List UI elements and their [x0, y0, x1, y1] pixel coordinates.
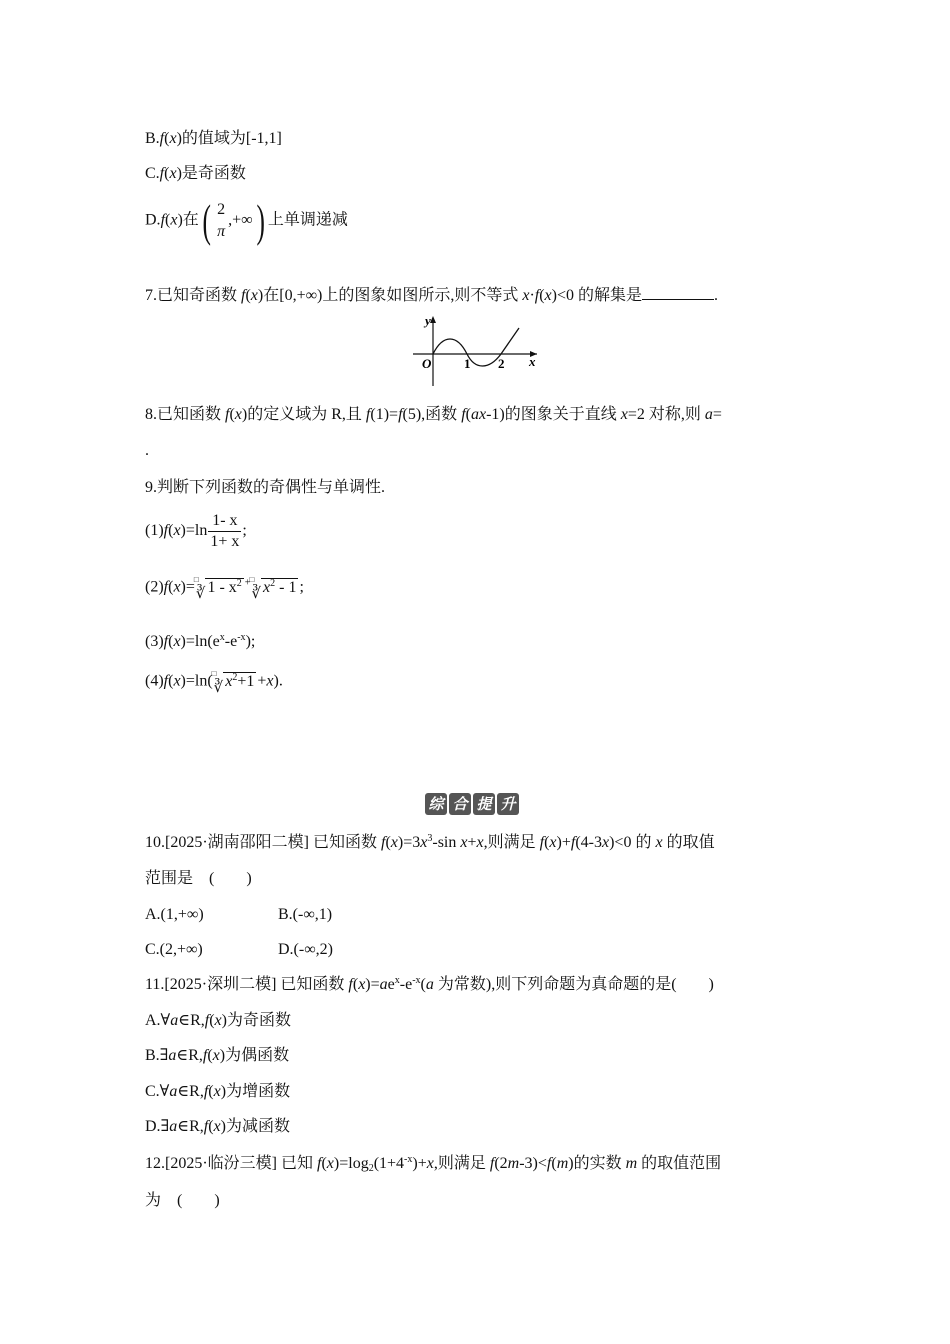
q9-part2: (2)f(x)= □ ∛ $1 - x^2$ + □ ∛ $x^2 - 1$ ;	[145, 572, 304, 604]
svg-text:O: O	[422, 356, 432, 371]
banner-char: 提	[473, 793, 495, 815]
q7-function-graph	[405, 312, 545, 392]
q6-option-c: C.f(x)是奇函数	[145, 165, 246, 182]
q11-option-a: A.∀a∈R,f(x)为奇函数	[145, 1012, 291, 1029]
banner-char: 升	[497, 793, 519, 815]
q10-stem: 10.[2025·湖南邵阳二模] 已知函数 $f(x)=3x^3-\sin$ x+x,则满足 f(x)+f(4-3x)<0 的 x 的取值	[145, 833, 715, 851]
q9-part1: (1)f(x)=ln $\frac{1- x}{1+ x}$ ;	[145, 512, 247, 550]
q10-option-c: C.(2,+∞)	[145, 941, 203, 958]
radical: □ ∛ $x^2+1$	[211, 669, 255, 696]
q10-option-b: B.(-∞,1)	[278, 906, 333, 923]
q8-line2: .	[145, 442, 149, 459]
q6-option-d: D.f(x)在( 2 π ,+∞) 上单调递减	[145, 195, 348, 246]
svg-text:1: 1	[464, 356, 471, 371]
q10-stem-line2: 范围是 ( )	[145, 870, 252, 887]
q10-option-d: D.(-∞,2)	[278, 941, 333, 958]
fraction: 2 π	[217, 201, 226, 240]
svg-text:2: 2	[498, 356, 505, 371]
q8-stem: 8.已知函数 f(x)的定义域为 R,且 f(1)=f(5),函数 f(ax-1)的图象关于直线 x=2 对称,则 a=	[145, 406, 722, 423]
q9-part4: (4)f(x)=ln( □ ∛ $x^2+1 +x$).	[145, 666, 283, 698]
q10-options-row1	[145, 905, 445, 925]
svg-text:y: y	[425, 313, 431, 328]
q11-option-b: B.∃a∈R,f(x)为偶函数	[145, 1047, 290, 1064]
q7-stem: 7.已知奇函数 f(x)在[0,+∞)上的图象如图所示,则不等式 x·f(x)<0 的解集是 .	[145, 287, 719, 304]
banner-char: 综	[425, 793, 447, 815]
q6-option-b: B.f(x)的值域为[-1,1]	[145, 130, 282, 147]
q10-options-row2	[145, 940, 445, 960]
radical: □ ∛ $1 - x^2$	[193, 575, 242, 602]
q9-title: 9.判断下列函数的奇偶性与单调性.	[145, 479, 386, 496]
svg-text:x: x	[529, 354, 536, 369]
q12-stem: 12.[2025·临汾三模] 已知 $f(x)=\log_2(1+4^{-x})+x$,则满足 f(2m-3)<f(m)的实数 m 的取值范围	[145, 1154, 722, 1174]
banner-char: 合	[449, 793, 471, 815]
q12-stem-line2: 为 ( )	[145, 1192, 220, 1209]
q10-option-a: A.(1,+∞)	[145, 906, 204, 923]
section-banner	[425, 793, 519, 815]
answer-blank	[642, 285, 714, 300]
q11-option-d: D.∃a∈R,f(x)为减函数	[145, 1118, 290, 1135]
fraction: $\frac{1- x}{1+ x}$	[210, 512, 240, 550]
q9-part3: $(3)f(x)=\ln(e^x-e^{-x})$;	[145, 632, 256, 650]
q11-option-c: C.∀a∈R,f(x)为增函数	[145, 1083, 291, 1100]
q11-stem: 11.[2025·深圳二模] 已知函数 $f(x)=ae^x-e^{-x}(a$ 为常数),则下列命题为真命题的是( )	[145, 975, 714, 993]
radical: □ ∛ $x^2 - 1$	[249, 575, 297, 602]
